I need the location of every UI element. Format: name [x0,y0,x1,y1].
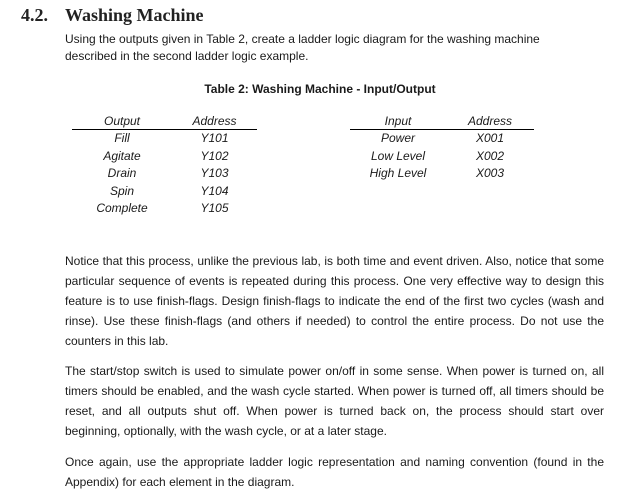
intro-text: Using the outputs given in Table 2, create a ladder logic diagram for the washing machine described in the second ladder logic example. [65,32,540,63]
section-number: 4.2. [21,5,48,25]
output-address: Y101 [200,131,229,145]
input-header: Input [350,113,446,130]
table-row [350,148,534,166]
table-row [72,148,257,166]
output-header: Output [72,113,172,130]
input-address-header: Address [446,113,534,130]
table-row [350,165,534,183]
paragraph-start-stop: The start/stop switch is used to simulate power on/off in some sense. When power is turned on, all timers should be enabled, and the wash cycle started. When power is turned off, all timers should be reset, and all outputs shut off. When power is turned back on, the process should start over beginning, optionally, with the wash cycle, or at a later stage. [65,364,604,438]
output-address: Y102 [200,148,229,163]
table-caption: Table 2: Washing Machine - Input/Output [204,82,436,96]
output-address-header: Address [172,113,257,130]
output-table [72,113,257,218]
output-name: Agitate [103,148,141,163]
paragraph-naming-convention: Once again, use the appropriate ladder logic representation and naming convention (found in the Appendix) for each element in the diagram. [65,455,604,489]
input-table [350,113,534,183]
output-address: Y104 [200,183,229,198]
output-address: Y103 [200,166,229,180]
output-name: Spin [109,183,135,198]
table-row [72,130,257,148]
section-heading [21,5,204,26]
input-name: Low Level [370,148,426,163]
output-name: Drain [107,166,137,180]
section-title: Washing Machine [65,5,204,25]
output-name: Fill [114,131,130,145]
table-row [72,183,257,201]
table-row [350,130,534,148]
output-name: Complete [96,201,148,215]
input-address: X003 [475,166,505,180]
table-row [72,165,257,183]
output-address: Y105 [200,201,229,215]
input-address: X002 [475,148,505,163]
input-name: High Level [369,166,427,180]
table-row [72,200,257,218]
input-name: Power [380,131,415,145]
input-address: X001 [475,131,505,145]
paragraph-finish-flags: Notice that this process, unlike the previous lab, is both time and event driven. Also, notice that some particular sequence of events is repeated during this process. One very effective way to design this feature is to use finish-flags. Design finish-flags to indicate the end of the first two cycles (wash and rinse). Use these finish-flags (and others if needed) to control the entire process. Do not use the counters in this lab. [65,254,604,348]
